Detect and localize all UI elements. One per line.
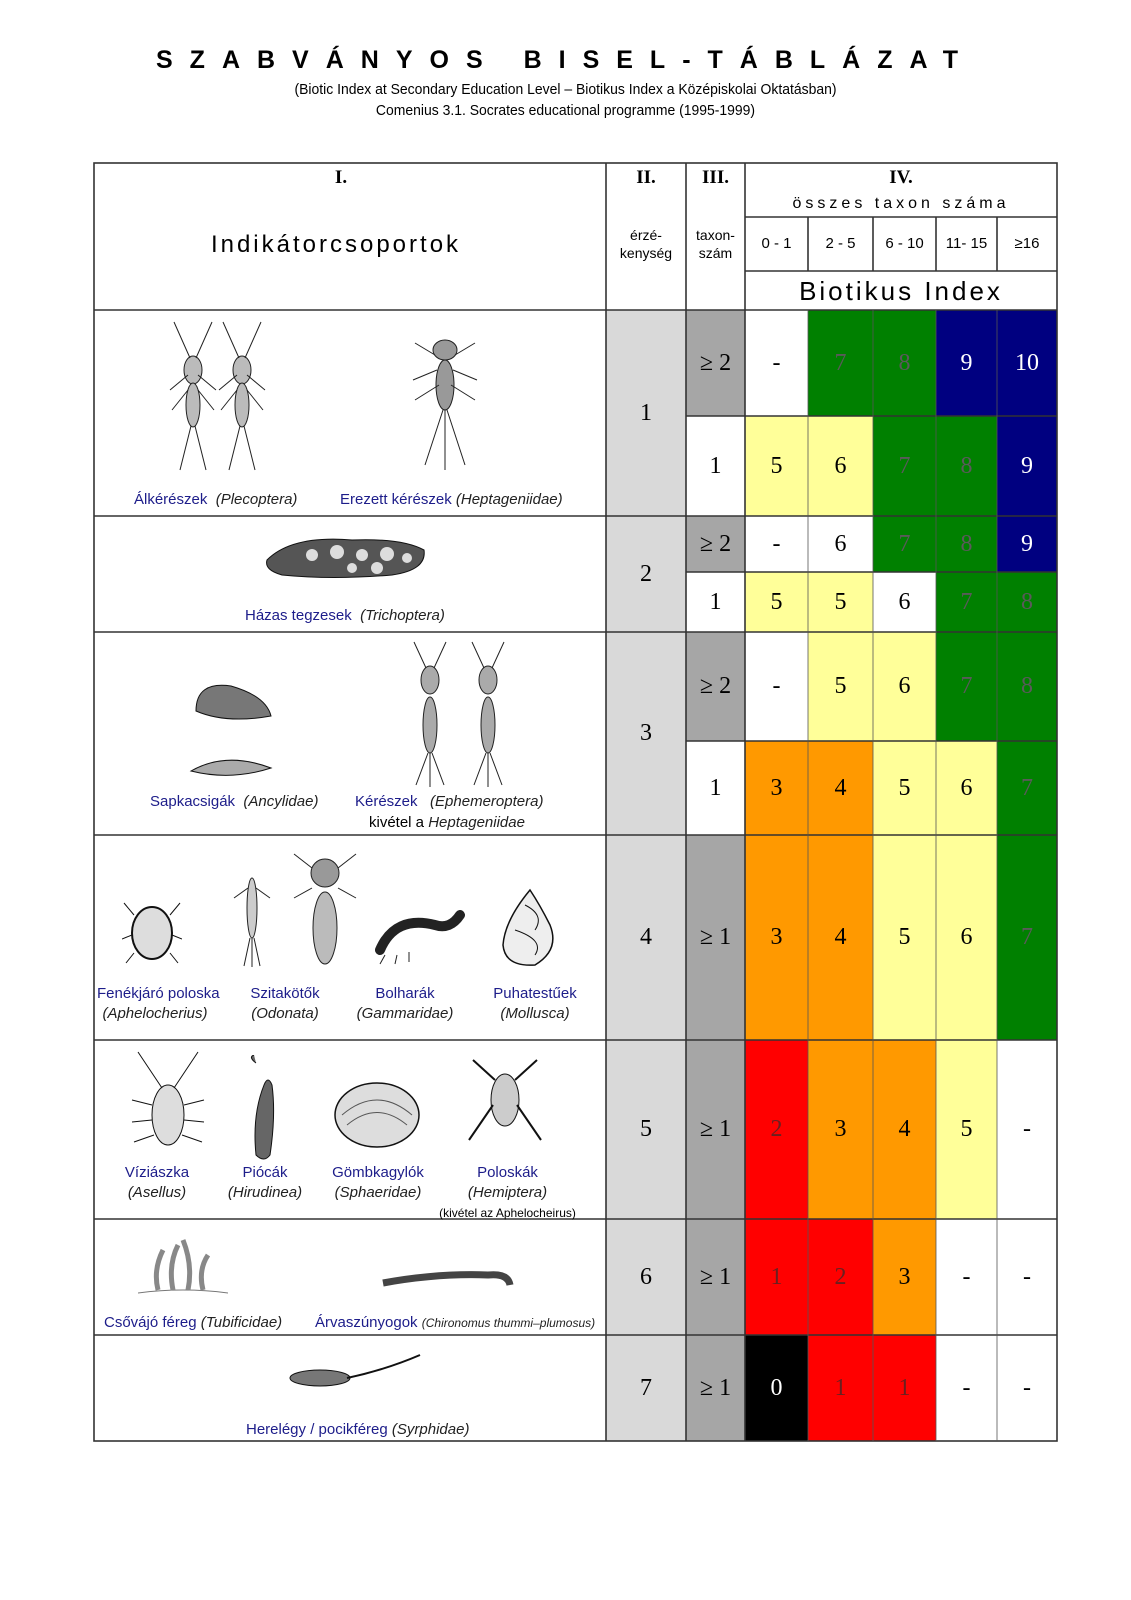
col3-label-line1: taxon- (696, 227, 735, 243)
taxon-count-cell: ≥ 2 (686, 516, 745, 572)
col4-label: összes taxon száma (792, 195, 1010, 212)
limpet-illustration (186, 676, 276, 786)
biotic-index-cell: 7 (997, 741, 1057, 835)
label-name: Árvaszúnyogok (315, 1314, 418, 1331)
label-trichoptera (245, 606, 445, 626)
biotic-index-cell: 6 (936, 741, 997, 835)
dragonfly-illustration (290, 848, 360, 968)
biotic-index-cell: 2 (808, 1219, 873, 1335)
label-mollusca (485, 984, 585, 1024)
label-chironomus (315, 1313, 595, 1333)
tubifex-illustration (138, 1235, 228, 1300)
biotic-index-cell: 8 (997, 572, 1057, 632)
biotic-index-cell: 10 (997, 310, 1057, 416)
biotic-index-cell: - (997, 1040, 1057, 1219)
label-name: Erezett kérészek (340, 491, 452, 508)
hemiptera-illustration (465, 1050, 545, 1150)
label-name: Herelégy / pocikféreg (246, 1421, 388, 1438)
biotic-index-cell: 6 (873, 572, 936, 632)
label-name: Kérészek (355, 793, 418, 810)
biotic-index-cell: - (997, 1335, 1057, 1441)
label-name: Fenékjáró poloska (97, 985, 220, 1002)
sphaerium-illustration (332, 1075, 422, 1150)
label-plecoptera (134, 490, 297, 510)
heptageniidae-illustration (405, 325, 485, 475)
label-latin: (Plecoptera) (215, 491, 298, 508)
biotic-index-cell: 8 (936, 516, 997, 572)
label-name: Csővájó féreg (104, 1314, 197, 1331)
biotic-index-cell: 1 (745, 1219, 808, 1335)
biotic-index-cell: 7 (936, 572, 997, 632)
label-hemiptera (425, 1163, 590, 1223)
biotic-index-cell: 7 (873, 516, 936, 572)
label-latin: (Gammaridae) (356, 1005, 454, 1022)
biotic-index-cell: 6 (808, 516, 873, 572)
biotic-index-cell: 8 (997, 632, 1057, 741)
col3-roman: III. (702, 167, 729, 188)
biotic-index-cell: - (745, 516, 808, 572)
biotic-index-cell: 9 (997, 516, 1057, 572)
label-latin: (Asellus) (127, 1184, 187, 1201)
biotic-index-cell: 7 (808, 310, 873, 416)
sensitivity-cell: 1 (606, 310, 686, 516)
aphelocheirus-illustration (122, 895, 182, 965)
biotic-index-cell: 5 (873, 835, 936, 1040)
subtitle-programme: Comenius 3.1. Socrates educational programme (1995-1999) (375, 102, 756, 119)
label-latin: (Tubificidae) (200, 1314, 283, 1331)
page-title: SZABVÁNYOS BISEL-TÁBLÁZAT (156, 46, 975, 74)
label-latin: (Ephemeroptera) (430, 793, 544, 810)
label-latin: (Hirudinea) (227, 1184, 303, 1201)
label-latin: (Trichoptera) (360, 607, 445, 624)
col4-roman: IV. (889, 167, 913, 188)
label-syrphidae (246, 1420, 469, 1440)
biotikus-index-label: Biotikus Index (799, 275, 1003, 306)
label-latin: (Sphaeridae) (334, 1184, 422, 1201)
label-ephemeroptera-note (369, 813, 525, 833)
biotic-index-cell: 7 (936, 632, 997, 741)
biotic-index-cell: 6 (808, 416, 873, 516)
label-ephemeroptera (355, 792, 543, 812)
taxon-count-cell: 1 (686, 741, 745, 835)
biotic-index-cell: 3 (745, 741, 808, 835)
sensitivity-cell: 6 (606, 1219, 686, 1335)
biotic-index-cell: 5 (745, 572, 808, 632)
biotic-index-cell: 4 (873, 1040, 936, 1219)
col1-roman: I. (334, 167, 348, 188)
mayfly-illustration (400, 640, 520, 790)
label-name: Házas tegzesek (245, 607, 352, 624)
biotic-index-cell: 0 (745, 1335, 808, 1441)
biotic-index-cell: - (936, 1219, 997, 1335)
label-name: Víziászka (124, 1164, 190, 1181)
biotic-index-cell: 9 (936, 310, 997, 416)
gammarus-illustration (375, 910, 465, 965)
label-latin: (Aphelocherius) (102, 1005, 208, 1022)
label-latin: (Heptageniidae) (455, 491, 563, 508)
damselfly-illustration (232, 868, 272, 968)
biotic-index-cell: 8 (936, 416, 997, 516)
taxon-count-cell: ≥ 2 (686, 310, 745, 416)
label-latin: (Mollusca) (500, 1005, 570, 1022)
label-name: Puhatestűek (493, 985, 577, 1002)
taxon-count-cell: ≥ 1 (686, 835, 745, 1040)
range-header: ≥16 (1014, 235, 1040, 252)
sensitivity-cell: 7 (606, 1335, 686, 1441)
biotic-index-cell: 5 (745, 416, 808, 516)
label-latin: (Syrphidae) (391, 1421, 470, 1438)
range-header: 11- 15 (945, 235, 988, 252)
label-sphaeridae (328, 1163, 428, 1203)
label-name: Poloskák (477, 1164, 538, 1181)
subtitle-english: (Biotic Index at Secondary Education Level – Biotikus Index a Középiskolai Oktatásban) (294, 81, 837, 98)
label-latin: (Chironomus thummi–plumosus) (421, 1316, 596, 1330)
label-name: Bolharák (375, 985, 435, 1002)
biotic-index-cell: - (936, 1335, 997, 1441)
biotic-index-cell: 3 (873, 1219, 936, 1335)
label-name: Gömbkagylók (332, 1164, 424, 1181)
biotic-index-cell: 1 (873, 1335, 936, 1441)
label-aphelocherius (97, 984, 220, 1024)
stonefly-illustration (160, 320, 280, 480)
taxon-count-cell: 1 (686, 416, 745, 516)
label-latin: (Hemiptera) (467, 1184, 548, 1201)
label-ancylidae (150, 792, 318, 812)
col3-label-line2: szám (698, 245, 733, 261)
biotic-index-cell: 1 (808, 1335, 873, 1441)
range-header: 0 - 1 (761, 235, 792, 252)
biotic-index-cell: - (745, 632, 808, 741)
biotic-index-cell: - (745, 310, 808, 416)
col1-label: Indikátorcsoportok (210, 231, 462, 258)
chironomus-illustration (378, 1255, 518, 1295)
sensitivity-cell: 3 (606, 632, 686, 835)
taxon-count-cell: ≥ 1 (686, 1335, 745, 1441)
col2-label-line2: kenység (619, 245, 673, 261)
taxon-count-cell: ≥ 1 (686, 1040, 745, 1219)
range-header: 2 - 5 (825, 235, 856, 252)
biotic-index-cell: 8 (873, 310, 936, 416)
biotic-index-cell: - (997, 1219, 1057, 1335)
leech-illustration (244, 1055, 284, 1165)
syrphidae-illustration (285, 1350, 425, 1390)
label-name: Szitakötők (250, 985, 320, 1002)
biotic-index-cell: 9 (997, 416, 1057, 516)
biotic-index-cell: 5 (936, 1040, 997, 1219)
biotic-index-cell: 2 (745, 1040, 808, 1219)
label-note: (kivétel az Aphelocheirus) (439, 1206, 576, 1220)
biotic-index-cell: 7 (873, 416, 936, 516)
caddisfly-case-illustration (262, 530, 432, 585)
label-name: Sapkacsigák (150, 793, 236, 810)
label-note-latin: Heptageniidae (428, 814, 525, 831)
label-tubificidae (104, 1313, 282, 1333)
biotic-index-cell: 7 (997, 835, 1057, 1040)
snail-illustration (495, 885, 565, 970)
biotic-index-cell: 5 (873, 741, 936, 835)
taxon-count-cell: ≥ 1 (686, 1219, 745, 1335)
sensitivity-cell: 2 (606, 516, 686, 632)
range-header: 6 - 10 (885, 235, 924, 252)
biotic-index-cell: 5 (808, 632, 873, 741)
label-name: Piócák (242, 1164, 288, 1181)
biotic-index-cell: 6 (873, 632, 936, 741)
col2-roman: II. (636, 167, 656, 188)
biotic-index-cell: 4 (808, 741, 873, 835)
taxon-count-cell: 1 (686, 572, 745, 632)
taxon-count-cell: ≥ 2 (686, 632, 745, 741)
biotic-index-cell: 5 (808, 572, 873, 632)
col2-label-line1: érzé- (630, 227, 662, 243)
label-gammaridae (355, 984, 455, 1024)
label-asellus (112, 1163, 202, 1203)
label-note: kivétel a (369, 814, 429, 831)
sensitivity-cell: 5 (606, 1040, 686, 1219)
label-hirudinea (220, 1163, 310, 1203)
label-latin: (Ancylidae) (243, 793, 319, 810)
label-name: Álkérészek (134, 491, 208, 508)
asellus-illustration (128, 1050, 208, 1160)
biotic-index-cell: 3 (808, 1040, 873, 1219)
biotic-index-cell: 3 (745, 835, 808, 1040)
label-heptageniidae (340, 490, 563, 510)
label-latin: (Odonata) (251, 1005, 319, 1022)
biotic-index-cell: 6 (936, 835, 997, 1040)
sensitivity-cell: 4 (606, 835, 686, 1040)
label-odonata (240, 984, 330, 1024)
biotic-index-cell: 4 (808, 835, 873, 1040)
